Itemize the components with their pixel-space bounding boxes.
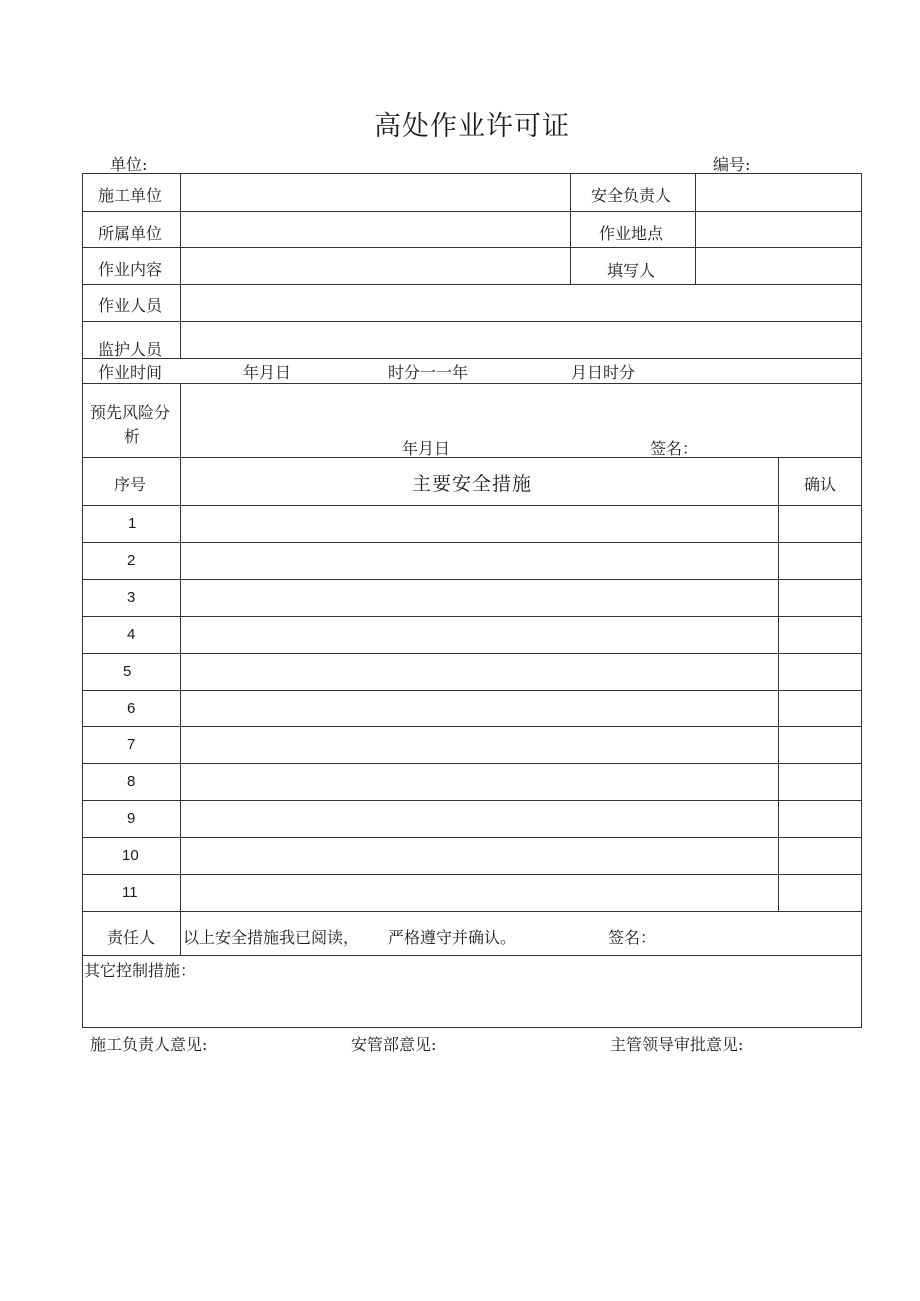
measure-number: 2 (127, 552, 136, 569)
measure-number: 4 (127, 626, 136, 643)
risk-sign: 签名： (650, 439, 699, 458)
risk-date: 年月日 (402, 439, 451, 458)
measure-number: 6 (127, 700, 136, 717)
work-time-label: 作业时间 (98, 363, 163, 382)
work-content-label: 作业内容 (98, 260, 163, 279)
measure-number: 10 (122, 847, 139, 864)
responsible-statement-cont: 严格遵守并确认。 (388, 928, 517, 947)
measure-number: 7 (127, 736, 136, 753)
measure-number: 5 (123, 663, 132, 680)
other-measures-label: 其它控制措施： (84, 961, 197, 980)
seq-header: 序号 (114, 475, 147, 494)
measure-number: 9 (127, 810, 136, 827)
filled-by-label: 填写人 (607, 261, 656, 280)
measure-number: 3 (127, 589, 136, 606)
work-time-range: 时分一一年 (388, 363, 469, 382)
measure-number: 1 (128, 515, 137, 532)
safety-manager-label: 安全负责人 (591, 186, 672, 205)
main-measures-header: 主要安全措施 (412, 473, 533, 495)
responsible-statement: 以上安全措施我已阅读， (183, 928, 360, 947)
leader-approval-opinion: 主管领导审批意见: (610, 1035, 744, 1054)
supervisors-label: 监护人员 (98, 340, 163, 359)
responsible-label: 责任人 (107, 928, 156, 947)
number-label: 编号: (713, 155, 751, 174)
construction-unit-label: 施工单位 (98, 186, 163, 205)
construction-lead-opinion: 施工负责人意见: (90, 1035, 208, 1054)
unit-label: 单位: (110, 155, 148, 174)
responsible-sign: 签名： (608, 928, 657, 947)
safety-dept-opinion: 安管部意见: (351, 1035, 437, 1054)
measure-number: 8 (127, 773, 136, 790)
measure-number: 11 (122, 884, 138, 901)
page-title: 高处作业许可证 (374, 111, 570, 142)
confirm-header: 确认 (804, 475, 837, 494)
work-time-end: 月日时分 (571, 363, 636, 382)
work-time-start-date: 年月日 (243, 363, 292, 382)
affiliated-unit-label: 所属单位 (98, 224, 163, 243)
work-location-label: 作业地点 (599, 224, 664, 243)
workers-label: 作业人员 (98, 296, 163, 315)
risk-analysis-label: 预先风险分 (90, 403, 171, 422)
risk-analysis-label-cont: 析 (124, 427, 141, 446)
